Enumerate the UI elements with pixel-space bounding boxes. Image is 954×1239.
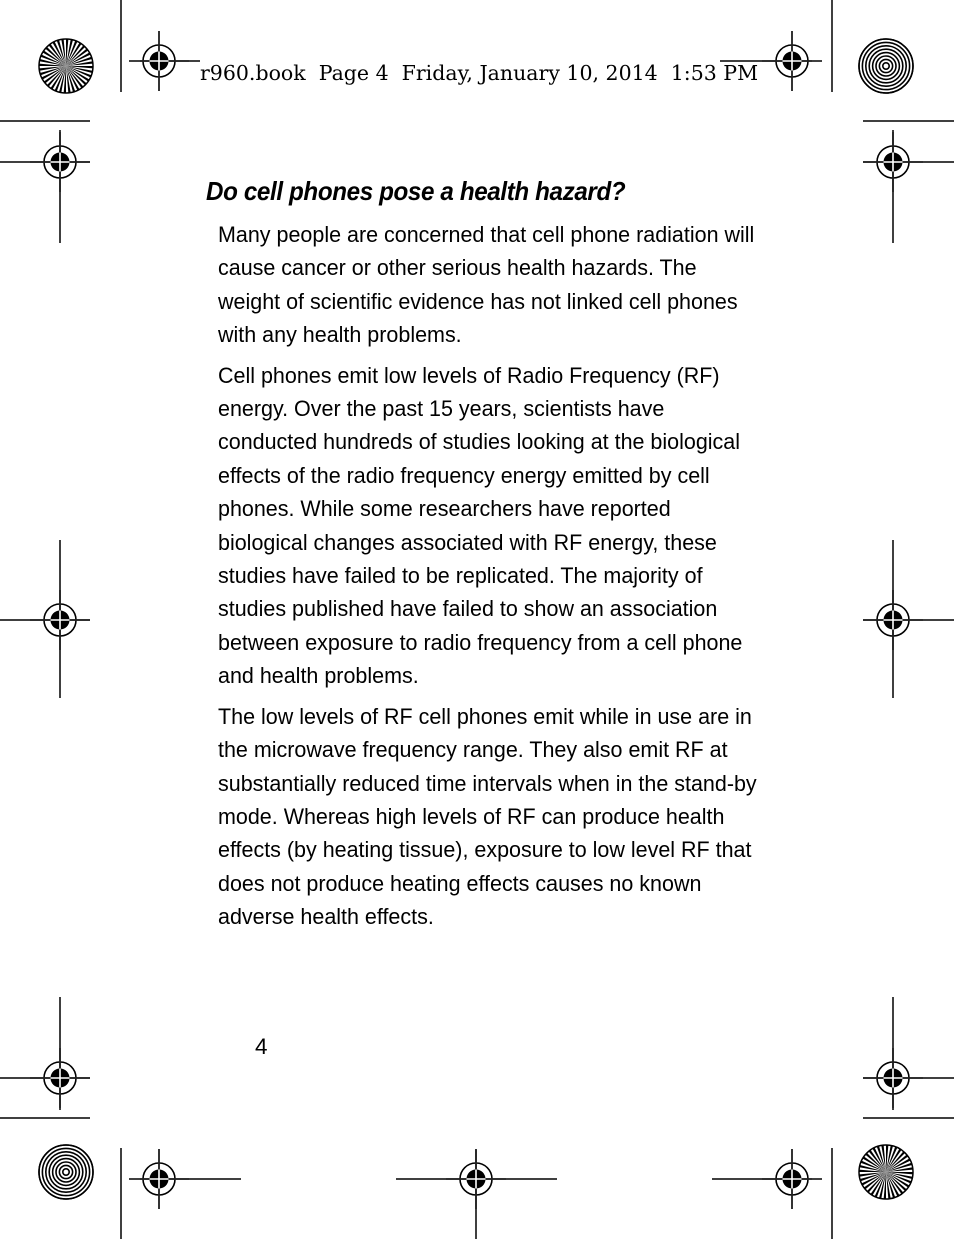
registration-mark-icon bbox=[30, 590, 90, 650]
registration-mark-icon bbox=[446, 1149, 506, 1209]
paragraph: Many people are concerned that cell phone radiation will cause cancer or other serious health hazards. The weight of scientific evidence has not linked cell phones with any health problems. bbox=[218, 222, 755, 348]
registration-mark-icon bbox=[30, 132, 90, 192]
body-text bbox=[218, 218, 763, 941]
registration-mark-icon bbox=[863, 1048, 923, 1108]
registration-mark-icon bbox=[863, 590, 923, 650]
registration-mark-icon bbox=[129, 31, 189, 91]
starburst-target-icon bbox=[859, 1145, 913, 1199]
concentric-target-icon bbox=[39, 1145, 93, 1199]
registration-mark-icon bbox=[762, 1149, 822, 1209]
section-heading: Do cell phones pose a health hazard? bbox=[206, 176, 626, 206]
paragraph: The low levels of RF cell phones emit while in use are in the microwave frequency range. They also emit RF at substantially reduced time intervals when in the stand-by mode. Whereas high levels of RF can produce health effects (by heating tissue), exposure to low level RF that does not produce heating effects causes no known adverse health effects. bbox=[218, 703, 757, 930]
paragraph: Cell phones emit low levels of Radio Frequency (RF) energy. Over the past 15 years, scientists have conducted hundreds of studies looking at the biological effects of the radio frequency energy emitted by cell phones. While some researchers have reported biological changes associated with RF energy, these studies have failed to be replicated. The majority of studies published have failed to show an association between exposure to radio frequency from a cell phone and health problems. bbox=[218, 362, 743, 689]
registration-mark-icon bbox=[863, 132, 923, 192]
registration-mark-icon bbox=[762, 31, 822, 91]
concentric-target-icon bbox=[859, 39, 913, 93]
registration-mark-icon bbox=[129, 1149, 189, 1209]
page-number: 4 bbox=[255, 1034, 268, 1059]
starburst-target-icon bbox=[39, 39, 93, 93]
running-header: r960.book Page 4 Friday, January 10, 2014 1:53 PM bbox=[200, 61, 759, 85]
registration-mark-icon bbox=[30, 1048, 90, 1108]
